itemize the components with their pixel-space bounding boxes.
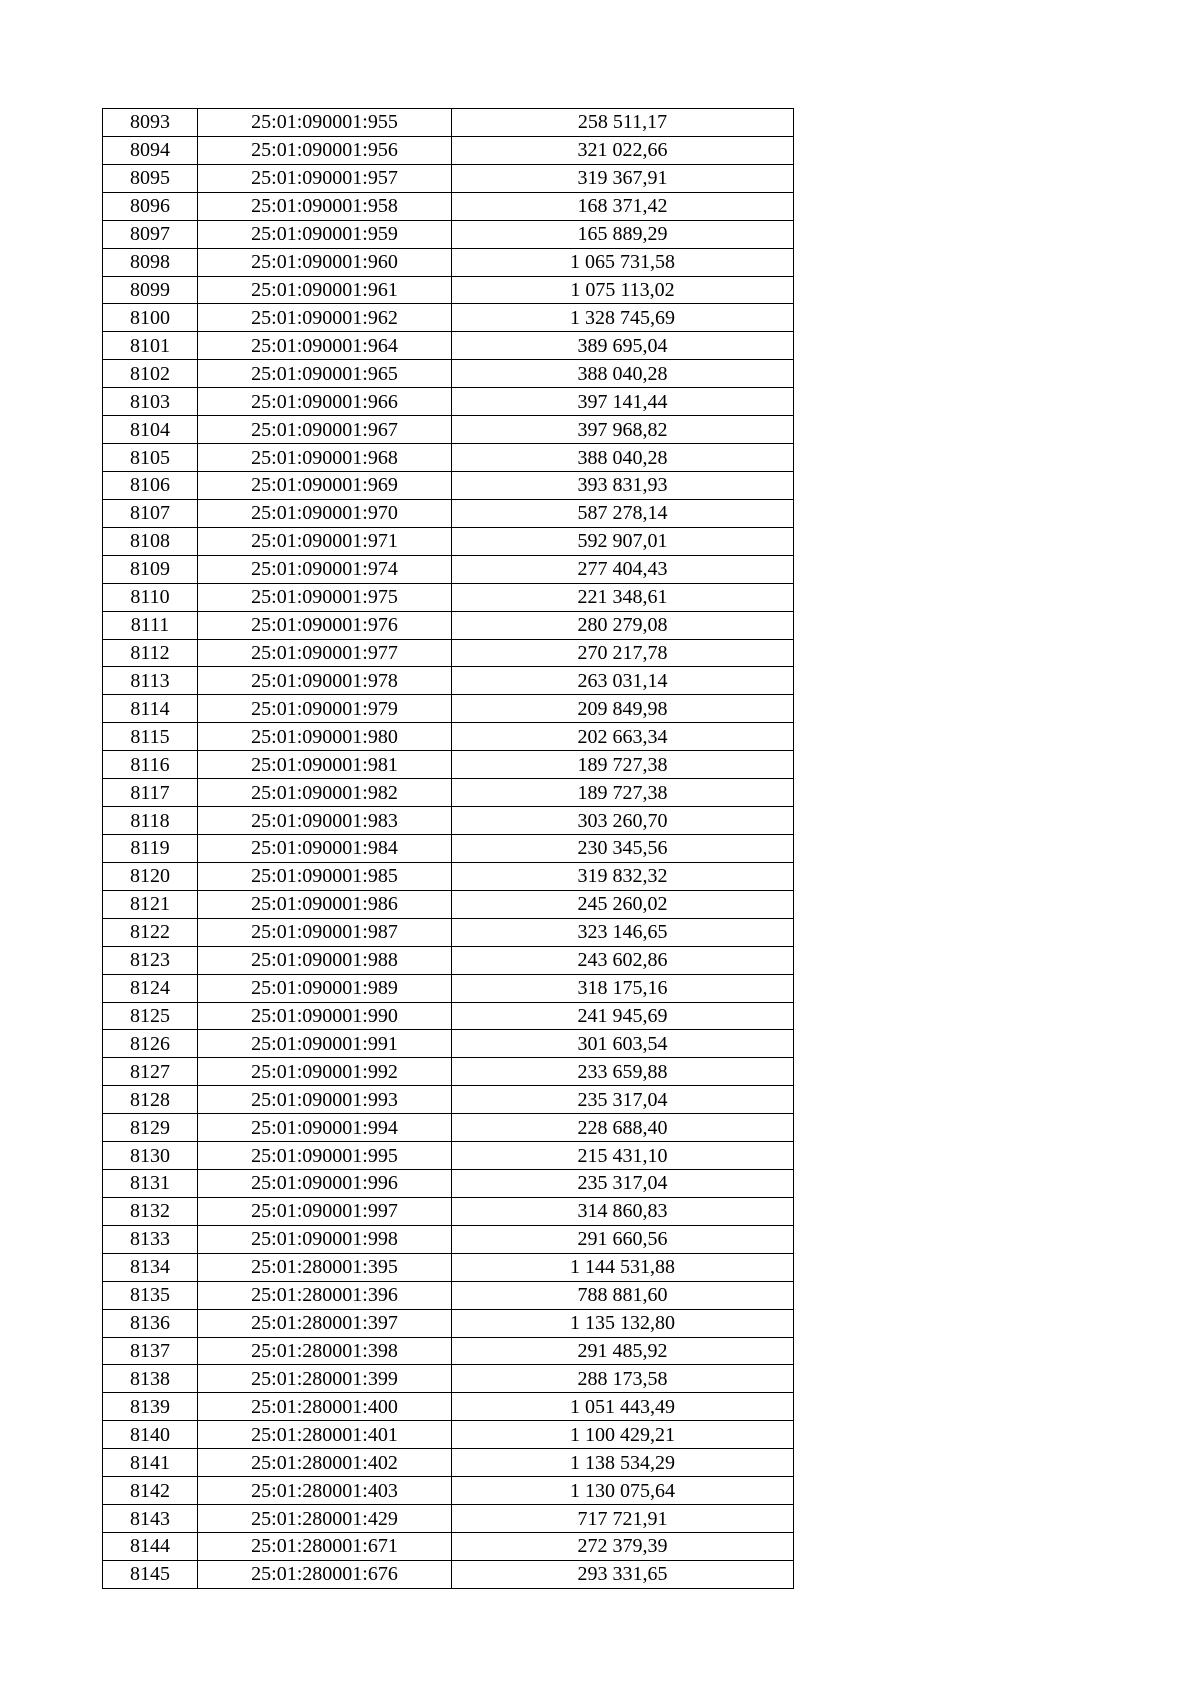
value-cell: 291 660,56 — [452, 1225, 794, 1253]
value-cell: 321 022,66 — [452, 136, 794, 164]
table-row — [103, 1225, 794, 1253]
cadastral-number-cell: 25:01:090001:979 — [198, 695, 452, 723]
cadastral-number-cell: 25:01:090001:976 — [198, 611, 452, 639]
value-cell: 1 130 075,64 — [452, 1477, 794, 1505]
row-number-cell: 8108 — [103, 527, 198, 555]
cadastral-number-cell: 25:01:090001:977 — [198, 639, 452, 667]
table-row — [103, 220, 794, 248]
table-row — [103, 1197, 794, 1225]
table-row — [103, 862, 794, 890]
row-number-cell: 8135 — [103, 1281, 198, 1309]
cadastral-number-cell: 25:01:090001:981 — [198, 751, 452, 779]
value-cell: 319 367,91 — [452, 164, 794, 192]
row-number-cell: 8124 — [103, 974, 198, 1002]
cadastral-number-cell: 25:01:090001:993 — [198, 1086, 452, 1114]
table-row — [103, 1449, 794, 1477]
cadastral-number-cell: 25:01:280001:395 — [198, 1253, 452, 1281]
row-number-cell: 8130 — [103, 1142, 198, 1170]
cadastral-number-cell: 25:01:090001:980 — [198, 723, 452, 751]
row-number-cell: 8140 — [103, 1421, 198, 1449]
value-cell: 717 721,91 — [452, 1505, 794, 1533]
cadastral-number-cell: 25:01:090001:998 — [198, 1225, 452, 1253]
value-cell: 202 663,34 — [452, 723, 794, 751]
table-row — [103, 834, 794, 862]
table-row — [103, 611, 794, 639]
value-cell: 272 379,39 — [452, 1533, 794, 1561]
cadastral-number-cell: 25:01:090001:971 — [198, 527, 452, 555]
cadastral-number-cell: 25:01:090001:983 — [198, 807, 452, 835]
table-row — [103, 1170, 794, 1198]
table-row — [103, 1058, 794, 1086]
table-row — [103, 1505, 794, 1533]
value-cell: 397 141,44 — [452, 388, 794, 416]
table-row — [103, 1281, 794, 1309]
row-number-cell: 8093 — [103, 109, 198, 137]
row-number-cell: 8137 — [103, 1337, 198, 1365]
value-cell: 221 348,61 — [452, 583, 794, 611]
row-number-cell: 8134 — [103, 1253, 198, 1281]
table-row — [103, 890, 794, 918]
cadastral-number-cell: 25:01:090001:978 — [198, 667, 452, 695]
row-number-cell: 8118 — [103, 807, 198, 835]
table-row — [103, 946, 794, 974]
cadastral-number-cell: 25:01:090001:974 — [198, 555, 452, 583]
row-number-cell: 8094 — [103, 136, 198, 164]
cadastral-number-cell: 25:01:280001:400 — [198, 1393, 452, 1421]
cadastral-number-cell: 25:01:090001:969 — [198, 471, 452, 499]
value-cell: 1 144 531,88 — [452, 1253, 794, 1281]
table-row — [103, 779, 794, 807]
row-number-cell: 8099 — [103, 276, 198, 304]
table-row — [103, 1421, 794, 1449]
table-row — [103, 444, 794, 472]
cadastral-number-cell: 25:01:280001:399 — [198, 1365, 452, 1393]
cadastral-number-cell: 25:01:090001:960 — [198, 248, 452, 276]
cadastral-number-cell: 25:01:280001:401 — [198, 1421, 452, 1449]
table-row — [103, 164, 794, 192]
value-cell: 280 279,08 — [452, 611, 794, 639]
row-number-cell: 8115 — [103, 723, 198, 751]
cadastral-number-cell: 25:01:090001:987 — [198, 918, 452, 946]
value-cell: 303 260,70 — [452, 807, 794, 835]
table-row — [103, 1309, 794, 1337]
value-cell: 592 907,01 — [452, 527, 794, 555]
cadastral-number-cell: 25:01:090001:989 — [198, 974, 452, 1002]
value-cell: 288 173,58 — [452, 1365, 794, 1393]
value-cell: 258 511,17 — [452, 109, 794, 137]
row-number-cell: 8113 — [103, 667, 198, 695]
table-row — [103, 1393, 794, 1421]
cadastral-number-cell: 25:01:280001:396 — [198, 1281, 452, 1309]
value-cell: 388 040,28 — [452, 360, 794, 388]
value-cell: 1 100 429,21 — [452, 1421, 794, 1449]
cadastral-number-cell: 25:01:090001:984 — [198, 834, 452, 862]
row-number-cell: 8095 — [103, 164, 198, 192]
table-row — [103, 304, 794, 332]
row-number-cell: 8111 — [103, 611, 198, 639]
cadastral-number-cell: 25:01:090001:990 — [198, 1002, 452, 1030]
table-row — [103, 276, 794, 304]
table-body — [103, 109, 794, 1589]
table-row — [103, 1533, 794, 1561]
table-row — [103, 1030, 794, 1058]
cadastral-number-cell: 25:01:090001:967 — [198, 416, 452, 444]
value-cell: 1 051 443,49 — [452, 1393, 794, 1421]
row-number-cell: 8126 — [103, 1030, 198, 1058]
value-cell: 235 317,04 — [452, 1086, 794, 1114]
value-cell: 301 603,54 — [452, 1030, 794, 1058]
table-row — [103, 555, 794, 583]
cadastral-number-cell: 25:01:090001:997 — [198, 1197, 452, 1225]
table-row — [103, 695, 794, 723]
row-number-cell: 8096 — [103, 192, 198, 220]
row-number-cell: 8133 — [103, 1225, 198, 1253]
cadastral-number-cell: 25:01:090001:968 — [198, 444, 452, 472]
value-cell: 189 727,38 — [452, 751, 794, 779]
value-cell: 314 860,83 — [452, 1197, 794, 1225]
cadastral-value-table — [102, 108, 794, 1589]
cadastral-number-cell: 25:01:090001:992 — [198, 1058, 452, 1086]
value-cell: 1 075 113,02 — [452, 276, 794, 304]
table-row — [103, 1002, 794, 1030]
row-number-cell: 8104 — [103, 416, 198, 444]
cadastral-number-cell: 25:01:090001:996 — [198, 1170, 452, 1198]
value-cell: 233 659,88 — [452, 1058, 794, 1086]
value-cell: 397 968,82 — [452, 416, 794, 444]
value-cell: 263 031,14 — [452, 667, 794, 695]
row-number-cell: 8103 — [103, 388, 198, 416]
table-row — [103, 416, 794, 444]
cadastral-number-cell: 25:01:090001:975 — [198, 583, 452, 611]
cadastral-number-cell: 25:01:280001:403 — [198, 1477, 452, 1505]
table-row — [103, 360, 794, 388]
value-cell: 243 602,86 — [452, 946, 794, 974]
value-cell: 230 345,56 — [452, 834, 794, 862]
table-row — [103, 583, 794, 611]
value-cell: 1 135 132,80 — [452, 1309, 794, 1337]
table-row — [103, 639, 794, 667]
value-cell: 189 727,38 — [452, 779, 794, 807]
cadastral-number-cell: 25:01:090001:955 — [198, 109, 452, 137]
row-number-cell: 8116 — [103, 751, 198, 779]
table-row — [103, 1086, 794, 1114]
cadastral-number-cell: 25:01:090001:962 — [198, 304, 452, 332]
value-cell: 228 688,40 — [452, 1114, 794, 1142]
cadastral-number-cell: 25:01:280001:397 — [198, 1309, 452, 1337]
cadastral-number-cell: 25:01:280001:402 — [198, 1449, 452, 1477]
value-cell: 1 065 731,58 — [452, 248, 794, 276]
cadastral-number-cell: 25:01:090001:970 — [198, 499, 452, 527]
cadastral-number-cell: 25:01:280001:671 — [198, 1533, 452, 1561]
value-cell: 389 695,04 — [452, 332, 794, 360]
value-cell: 587 278,14 — [452, 499, 794, 527]
cadastral-number-cell: 25:01:280001:398 — [198, 1337, 452, 1365]
cadastral-number-cell: 25:01:090001:991 — [198, 1030, 452, 1058]
cadastral-number-cell: 25:01:090001:966 — [198, 388, 452, 416]
table-row — [103, 471, 794, 499]
row-number-cell: 8143 — [103, 1505, 198, 1533]
cadastral-number-cell: 25:01:090001:957 — [198, 164, 452, 192]
row-number-cell: 8105 — [103, 444, 198, 472]
table-row — [103, 109, 794, 137]
cadastral-number-cell: 25:01:090001:961 — [198, 276, 452, 304]
value-cell: 277 404,43 — [452, 555, 794, 583]
value-cell: 788 881,60 — [452, 1281, 794, 1309]
row-number-cell: 8139 — [103, 1393, 198, 1421]
value-cell: 388 040,28 — [452, 444, 794, 472]
table-row — [103, 918, 794, 946]
value-cell: 323 146,65 — [452, 918, 794, 946]
row-number-cell: 8131 — [103, 1170, 198, 1198]
value-cell: 235 317,04 — [452, 1170, 794, 1198]
row-number-cell: 8117 — [103, 779, 198, 807]
cadastral-number-cell: 25:01:090001:985 — [198, 862, 452, 890]
cadastral-number-cell: 25:01:090001:965 — [198, 360, 452, 388]
row-number-cell: 8109 — [103, 555, 198, 583]
table-row — [103, 332, 794, 360]
row-number-cell: 8129 — [103, 1114, 198, 1142]
row-number-cell: 8142 — [103, 1477, 198, 1505]
row-number-cell: 8106 — [103, 471, 198, 499]
row-number-cell: 8097 — [103, 220, 198, 248]
value-cell: 209 849,98 — [452, 695, 794, 723]
table-row — [103, 499, 794, 527]
value-cell: 168 371,42 — [452, 192, 794, 220]
value-cell: 319 832,32 — [452, 862, 794, 890]
row-number-cell: 8100 — [103, 304, 198, 332]
row-number-cell: 8121 — [103, 890, 198, 918]
row-number-cell: 8145 — [103, 1560, 198, 1588]
cadastral-number-cell: 25:01:090001:958 — [198, 192, 452, 220]
table-row — [103, 723, 794, 751]
row-number-cell: 8132 — [103, 1197, 198, 1225]
value-cell: 1 328 745,69 — [452, 304, 794, 332]
row-number-cell: 8128 — [103, 1086, 198, 1114]
table-row — [103, 192, 794, 220]
table-row — [103, 527, 794, 555]
row-number-cell: 8120 — [103, 862, 198, 890]
row-number-cell: 8098 — [103, 248, 198, 276]
value-cell: 293 331,65 — [452, 1560, 794, 1588]
row-number-cell: 8136 — [103, 1309, 198, 1337]
cadastral-number-cell: 25:01:090001:956 — [198, 136, 452, 164]
table-row — [103, 751, 794, 779]
table-row — [103, 1560, 794, 1588]
value-cell: 291 485,92 — [452, 1337, 794, 1365]
table-row — [103, 974, 794, 1002]
row-number-cell: 8138 — [103, 1365, 198, 1393]
cadastral-number-cell: 25:01:090001:959 — [198, 220, 452, 248]
row-number-cell: 8107 — [103, 499, 198, 527]
value-cell: 393 831,93 — [452, 471, 794, 499]
row-number-cell: 8122 — [103, 918, 198, 946]
row-number-cell: 8123 — [103, 946, 198, 974]
table-row — [103, 667, 794, 695]
table-row — [103, 1337, 794, 1365]
value-cell: 241 945,69 — [452, 1002, 794, 1030]
cadastral-number-cell: 25:01:090001:986 — [198, 890, 452, 918]
row-number-cell: 8127 — [103, 1058, 198, 1086]
cadastral-number-cell: 25:01:090001:964 — [198, 332, 452, 360]
table-row — [103, 1114, 794, 1142]
value-cell: 245 260,02 — [452, 890, 794, 918]
table-row — [103, 388, 794, 416]
row-number-cell: 8144 — [103, 1533, 198, 1561]
row-number-cell: 8114 — [103, 695, 198, 723]
table-row — [103, 1365, 794, 1393]
value-cell: 165 889,29 — [452, 220, 794, 248]
table-row — [103, 1142, 794, 1170]
table-row — [103, 248, 794, 276]
table-row — [103, 1253, 794, 1281]
value-cell: 1 138 534,29 — [452, 1449, 794, 1477]
cadastral-number-cell: 25:01:090001:994 — [198, 1114, 452, 1142]
cadastral-number-cell: 25:01:090001:995 — [198, 1142, 452, 1170]
row-number-cell: 8119 — [103, 834, 198, 862]
cadastral-number-cell: 25:01:090001:982 — [198, 779, 452, 807]
row-number-cell: 8125 — [103, 1002, 198, 1030]
row-number-cell: 8101 — [103, 332, 198, 360]
cadastral-number-cell: 25:01:280001:676 — [198, 1560, 452, 1588]
cadastral-number-cell: 25:01:090001:988 — [198, 946, 452, 974]
table-row — [103, 136, 794, 164]
row-number-cell: 8141 — [103, 1449, 198, 1477]
cadastral-number-cell: 25:01:280001:429 — [198, 1505, 452, 1533]
value-cell: 318 175,16 — [452, 974, 794, 1002]
row-number-cell: 8102 — [103, 360, 198, 388]
value-cell: 215 431,10 — [452, 1142, 794, 1170]
value-cell: 270 217,78 — [452, 639, 794, 667]
table-row — [103, 807, 794, 835]
row-number-cell: 8110 — [103, 583, 198, 611]
row-number-cell: 8112 — [103, 639, 198, 667]
table-row — [103, 1477, 794, 1505]
